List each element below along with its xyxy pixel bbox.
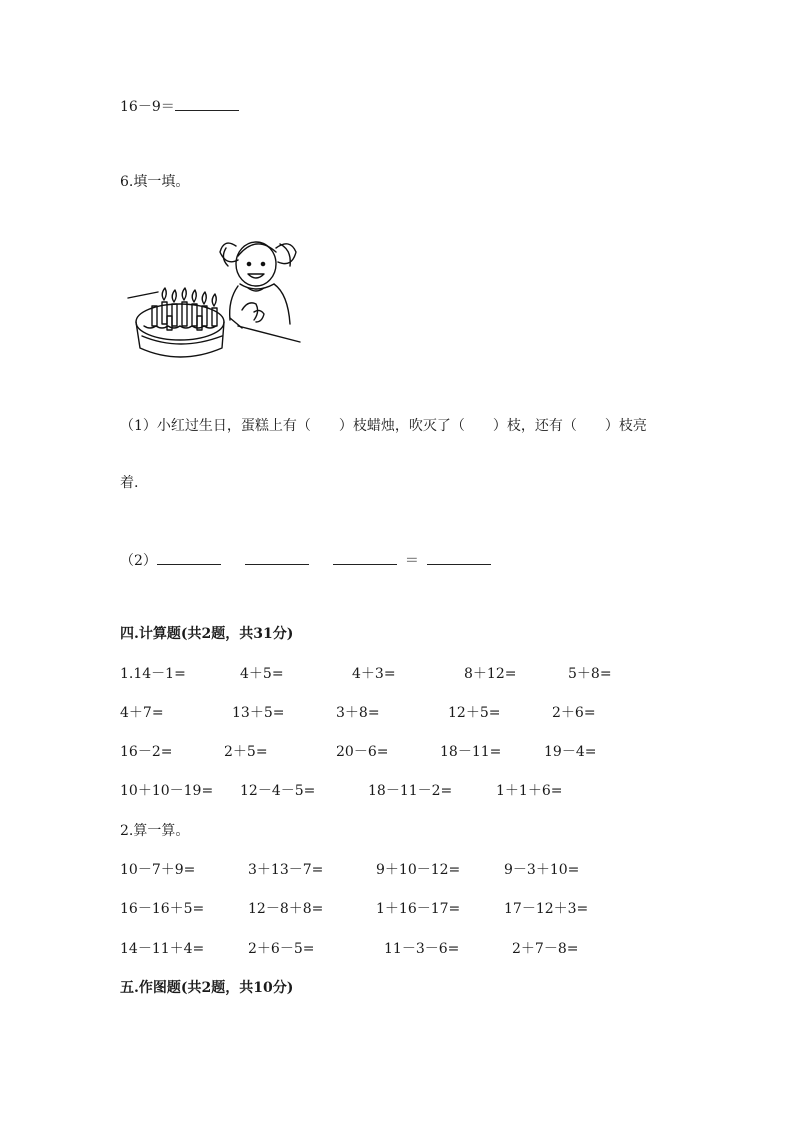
q2-r2-c3: 1＋16－17= — [376, 901, 461, 917]
q2-r3-c2: 2＋6－5= — [248, 941, 315, 957]
question-6-sub1-line2: 着. — [120, 475, 139, 491]
section-5-heading: 五.作图题(共2题，共10分) — [120, 980, 294, 996]
question-5-last-line — [120, 96, 239, 117]
q1-r3-c3: 20－6= — [336, 744, 389, 760]
q1-r1-c2: 4＋5= — [240, 666, 284, 682]
q1-r2-c5: 2＋6= — [552, 705, 596, 721]
q1-r4-c1: 10＋10－19= — [120, 783, 214, 799]
q2-r2-c4: 17－12＋3= — [504, 901, 589, 917]
operand-blank-1[interactable] — [157, 550, 221, 565]
q2-r3-c1: 14－11＋4= — [120, 941, 205, 957]
q1-r3-c1: 16－2= — [120, 744, 173, 760]
q1-r2-c4: 12＋5= — [448, 705, 501, 721]
question-6-sub1-line1 — [120, 416, 647, 436]
q1-r3-c2: 2＋5= — [224, 744, 268, 760]
q1-r1-c1: 1.14－1= — [120, 666, 186, 682]
q1-r4-c4: 1＋1＋6= — [496, 783, 563, 799]
q2-r2-c1: 16－16＋5= — [120, 901, 205, 917]
sub1-text-d: ）枝亮 — [604, 418, 647, 434]
q1-r1-c3: 4＋3= — [352, 666, 396, 682]
q1-r1-c4: 8＋12= — [464, 666, 517, 682]
equals-sign: ＝ — [404, 553, 419, 569]
q2-r3-c3: 11－3－6= — [384, 941, 460, 957]
q1-r3-c4: 18－11= — [440, 744, 502, 760]
answer-blank[interactable] — [175, 96, 239, 111]
q2-r3-c4: 2＋7－8= — [512, 941, 579, 957]
q2-r1-c3: 9＋10－12= — [376, 862, 461, 878]
operand-blank-3[interactable] — [333, 550, 397, 565]
question-6-sub2 — [120, 550, 491, 571]
q2-r1-c1: 10－7＋9= — [120, 862, 196, 878]
result-blank[interactable] — [427, 550, 491, 565]
q1-r1-c5: 5＋8= — [568, 666, 612, 682]
operand-blank-2[interactable] — [245, 550, 309, 565]
q2-r1-c4: 9－3＋10= — [504, 862, 580, 878]
birthday-cake-girl-illustration — [118, 226, 324, 378]
question-6-title: 6.填一填。 — [120, 174, 190, 190]
q1-r2-c3: 3＋8= — [336, 705, 380, 721]
sub1-text-a: （1）小红过生日，蛋糕上有（ — [120, 418, 311, 434]
q1-r2-c1: 4＋7= — [120, 705, 164, 721]
sub1-text-c: ）枝，还有（ — [492, 418, 577, 434]
sub1-text-b: ）枝蜡烛，吹灭了（ — [338, 418, 465, 434]
section-4-heading: 四.计算题(共2题，共31分) — [120, 626, 294, 642]
q1-r2-c2: 13＋5= — [232, 705, 285, 721]
q1-r4-c3: 18－11－2= — [368, 783, 453, 799]
q2-r1-c2: 3＋13－7= — [248, 862, 324, 878]
q1-r4-c2: 12－4－5= — [240, 783, 316, 799]
sub2-label: （2） — [120, 553, 157, 569]
q2-r2-c2: 12－8＋8= — [248, 901, 324, 917]
expression: 16－9＝ — [120, 99, 175, 115]
question-2-title: 2.算一算。 — [120, 823, 190, 839]
q1-r3-c5: 19－4= — [544, 744, 597, 760]
